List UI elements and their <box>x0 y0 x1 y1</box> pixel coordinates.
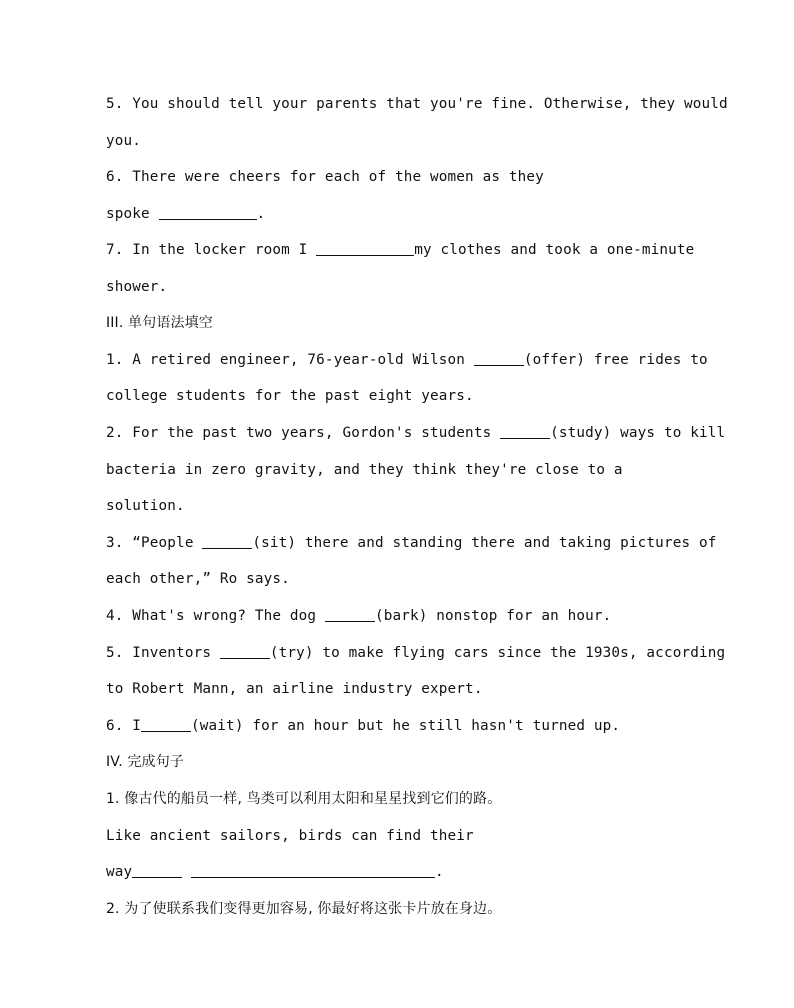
grammar-q5-line2: to Robert Mann, an airline industry expert. <box>106 681 483 697</box>
vocab-q7-suffix: my clothes and took a one-minute <box>414 242 695 258</box>
grammar-q3-line2: each other,” Ro says. <box>106 571 290 587</box>
grammar-q2-blank[interactable] <box>500 424 550 439</box>
grammar-q1-line2: college students for the past eight years. <box>106 388 474 404</box>
grammar-q3-suffix: (sit) there and standing there and taking pictures of <box>252 535 717 551</box>
grammar-q3-blank[interactable] <box>202 534 252 549</box>
vocab-q5-line2: you. <box>106 133 142 149</box>
grammar-q6-suffix: (wait) for an hour but he still hasn't turned up. <box>191 718 621 734</box>
grammar-q1-blank[interactable] <box>474 351 524 366</box>
grammar-q1-prefix: 1. A retired engineer, 76-year-old Wilson <box>106 352 474 368</box>
grammar-q4-suffix: (bark) nonstop for an hour. <box>374 608 612 624</box>
translation-q1-prefix: way <box>106 864 133 880</box>
grammar-q5-blank[interactable] <box>220 644 270 659</box>
translation-q1-english: Like ancient sailors, birds can find their <box>106 828 474 844</box>
vocab-q6-blank[interactable] <box>159 205 257 220</box>
vocab-q7-blank[interactable] <box>316 241 414 256</box>
translation-q1-blank-1[interactable] <box>132 863 182 878</box>
grammar-q6-prefix: 6. I <box>106 718 142 734</box>
vocab-q7-line2: shower. <box>106 279 168 295</box>
vocab-q6-suffix: . <box>256 206 266 222</box>
grammar-q5-prefix: 5. Inventors <box>106 645 220 661</box>
grammar-q2-prefix: 2. For the past two years, Gordon's students <box>106 425 501 441</box>
grammar-q4-line1 <box>106 606 611 626</box>
translation-q1-answer-line <box>106 862 444 882</box>
grammar-q2-suffix: (study) ways to kill <box>550 425 726 441</box>
grammar-q1-suffix: (offer) free rides to <box>523 352 708 368</box>
vocab-q7-prefix: 7. In the locker room I <box>106 242 317 258</box>
grammar-q3-line1 <box>106 533 717 553</box>
translation-q1-chinese: 1. 像古代的船员一样, 鸟类可以利用太阳和星星找到它们的路。 <box>106 791 502 807</box>
vocab-q6-prefix: spoke <box>106 206 159 222</box>
grammar-q1-line1 <box>106 350 708 370</box>
section3-heading: III. 单句语法填空 <box>106 315 213 331</box>
grammar-q5-line1 <box>106 643 725 663</box>
translation-q1-suffix: . <box>435 864 444 880</box>
vocab-q7-line1 <box>106 240 694 260</box>
vocab-q6-line2 <box>106 204 265 224</box>
grammar-q4-prefix: 4. What's wrong? The dog <box>106 608 325 624</box>
grammar-q5-suffix: (try) to make flying cars since the 1930s, according <box>269 645 726 661</box>
grammar-q6-line1 <box>106 716 620 736</box>
grammar-q3-prefix: 3. “People <box>106 535 203 551</box>
section4-heading: IV. 完成句子 <box>106 754 185 770</box>
grammar-q2-line1 <box>106 423 725 443</box>
grammar-q6-blank[interactable] <box>141 717 191 732</box>
vocab-q5-line1: 5. You should tell your parents that you're fine. Otherwise, they would <box>106 96 728 112</box>
grammar-q4-blank[interactable] <box>325 607 375 622</box>
grammar-q2-line3: solution. <box>106 498 185 514</box>
translation-q2-chinese: 2. 为了使联系我们变得更加容易, 你最好将这张卡片放在身边。 <box>106 901 502 917</box>
vocab-q6-line1: 6. There were cheers for each of the women as they <box>106 169 544 185</box>
translation-q1-blank-2[interactable] <box>191 863 435 878</box>
grammar-q2-line2: bacteria in zero gravity, and they think they're close to a <box>106 462 623 478</box>
